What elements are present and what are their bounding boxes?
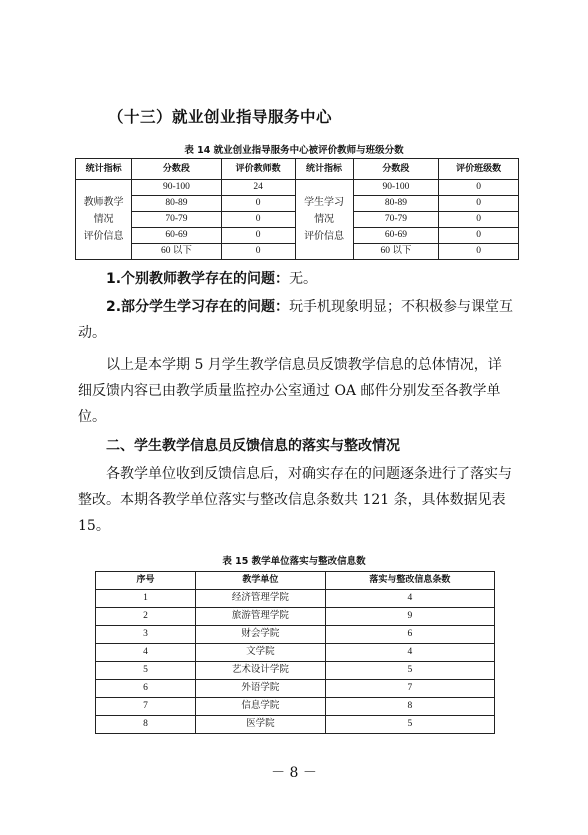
row-no: 4 — [96, 644, 196, 662]
unit-name: 外语学院 — [196, 680, 326, 698]
summary-paragraph: 以上是本学期 5 月学生教学信息员反馈教学信息的总体情况，详细反馈内容已由教学质量监控办公室通过 OA 邮件分别发至各教学单位。 — [78, 357, 502, 425]
score-range: 90-100 — [353, 180, 439, 196]
info-count: 4 — [325, 644, 494, 662]
group-line: 教师教学 — [83, 197, 124, 208]
teacher-count: 0 — [221, 244, 295, 260]
table14-caption: 表 14 就业创业指导服务中心被评价教师与班级分数 — [184, 145, 404, 156]
class-count: 0 — [439, 212, 519, 228]
table-row — [96, 716, 495, 734]
score-range: 80-89 — [353, 196, 439, 212]
table-row — [76, 180, 519, 196]
group-line: 情况 — [93, 214, 114, 225]
section-title: （十三）就业创业指导服务中心 — [108, 108, 333, 126]
table-row — [96, 644, 495, 662]
section-heading-2-text: 二、学生教学信息员反馈信息的落实与整改情况 — [106, 438, 400, 454]
table14 — [75, 158, 519, 260]
info-count: 8 — [325, 698, 494, 716]
info-count: 5 — [325, 662, 494, 680]
table15-header: 落实与整改信息条数 — [325, 572, 494, 590]
info-count: 6 — [325, 626, 494, 644]
issue-students-text: 玩手机现象明显；不积极参与课堂互动。 — [78, 299, 514, 341]
page-number: － 8 － — [271, 765, 317, 781]
class-count: 0 — [439, 196, 519, 212]
table-row — [96, 662, 495, 680]
row-no: 7 — [96, 698, 196, 716]
table-row — [96, 608, 495, 626]
table14-header: 评价教师数 — [221, 159, 295, 180]
issue-teachers — [78, 266, 514, 292]
class-count: 0 — [439, 228, 519, 244]
score-range: 60 以下 — [132, 244, 222, 260]
info-count: 4 — [325, 590, 494, 608]
rectification-paragraph: 各教学单位收到反馈信息后，对确实存在的问题逐条进行了落实与整改。本期各教学单位落实与整改信息条数共 121 条，具体数据见表 15。 — [78, 466, 512, 534]
right-group-label — [295, 180, 353, 260]
score-range: 60-69 — [132, 228, 222, 244]
unit-name: 财会学院 — [196, 626, 326, 644]
score-range: 90-100 — [132, 180, 222, 196]
row-no: 5 — [96, 662, 196, 680]
section-heading-2 — [78, 433, 514, 459]
score-range: 70-79 — [132, 212, 222, 228]
group-line: 评价信息 — [304, 231, 345, 242]
table15-caption: 表 15 教学单位落实与整改信息数 — [222, 556, 366, 567]
group-line: 学生学习 — [304, 197, 345, 208]
score-range: 60-69 — [353, 228, 439, 244]
table-row — [96, 698, 495, 716]
table15-header: 教学单位 — [196, 572, 326, 590]
info-count: 9 — [325, 608, 494, 626]
issue-students — [78, 294, 514, 346]
teacher-count: 0 — [221, 212, 295, 228]
left-group-label — [76, 180, 132, 260]
issue-students-label: 2.部分学生学习存在的问题： — [106, 299, 290, 315]
table14-header-row — [76, 159, 519, 180]
unit-name: 经济管理学院 — [196, 590, 326, 608]
class-count: 0 — [439, 180, 519, 196]
table15 — [95, 571, 495, 734]
group-line: 评价信息 — [83, 231, 124, 242]
row-no: 6 — [96, 680, 196, 698]
table14-header: 统计指标 — [76, 159, 132, 180]
teacher-count: 0 — [221, 196, 295, 212]
row-no: 8 — [96, 716, 196, 734]
unit-name: 艺术设计学院 — [196, 662, 326, 680]
table15-header: 序号 — [96, 572, 196, 590]
issue-teachers-label: 1.个别教师教学存在的问题： — [106, 271, 290, 287]
teacher-count: 24 — [221, 180, 295, 196]
table14-header: 统计指标 — [295, 159, 353, 180]
score-range: 80-89 — [132, 196, 222, 212]
row-no: 3 — [96, 626, 196, 644]
score-range: 60 以下 — [353, 244, 439, 260]
table14-header: 分数段 — [353, 159, 439, 180]
teacher-count: 0 — [221, 228, 295, 244]
unit-name: 医学院 — [196, 716, 326, 734]
class-count: 0 — [439, 244, 519, 260]
unit-name: 文学院 — [196, 644, 326, 662]
group-line: 情况 — [314, 214, 335, 225]
table14-header: 评价班级数 — [439, 159, 519, 180]
info-count: 5 — [325, 716, 494, 734]
table-row — [96, 680, 495, 698]
row-no: 2 — [96, 608, 196, 626]
table-row — [96, 590, 495, 608]
score-range: 70-79 — [353, 212, 439, 228]
table15-header-row — [96, 572, 495, 590]
unit-name: 旅游管理学院 — [196, 608, 326, 626]
table-row — [96, 626, 495, 644]
row-no: 1 — [96, 590, 196, 608]
issue-teachers-text: 无。 — [289, 271, 318, 287]
info-count: 7 — [325, 680, 494, 698]
table14-header: 分数段 — [132, 159, 222, 180]
unit-name: 信息学院 — [196, 698, 326, 716]
